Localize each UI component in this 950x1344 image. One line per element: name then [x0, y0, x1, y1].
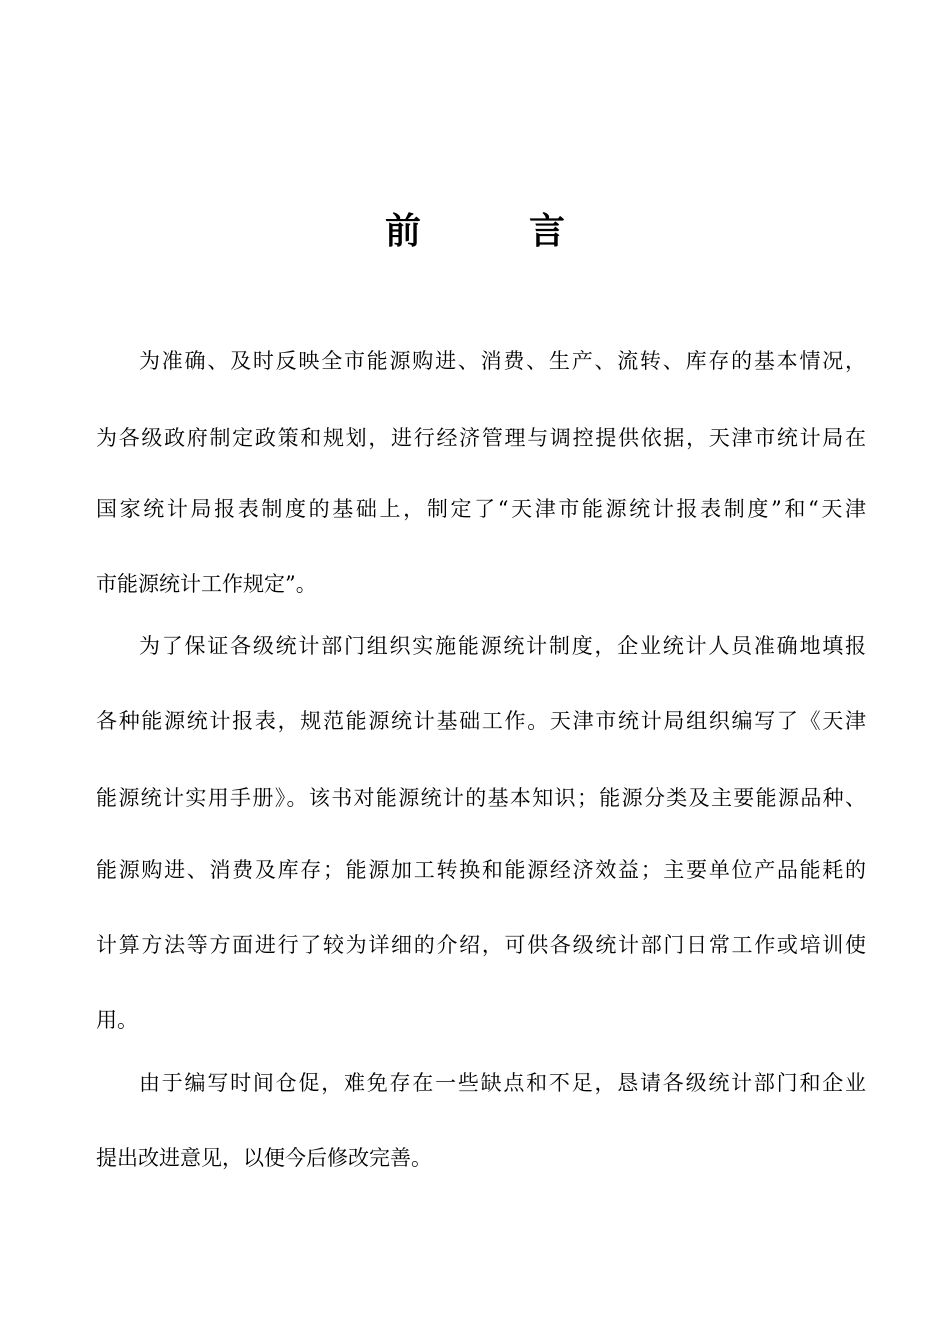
paragraph-line: 提出改进意见，以便今后修改完善。 — [96, 1146, 432, 1170]
paragraph-line: 能源购进、消费及库存；能源加工转换和能源经济效益；主要单位产品能耗的 — [96, 858, 866, 882]
paragraph-line: 为准确、及时反映全市能源购进、消费、生产、流转、库存的基本情况， — [139, 349, 866, 373]
page-title: 前 言 — [384, 210, 601, 252]
paragraph-line: 由于编写时间仓促，难免存在一些缺点和不足，恳请各级统计部门和企业 — [139, 1071, 866, 1095]
paragraph-line: 国家统计局报表制度的基础上，制定了“天津市能源统计报表制度”和“天津 — [96, 497, 866, 521]
paragraph-line: 为了保证各级统计部门组织实施能源统计制度，企业统计人员准确地填报 — [139, 634, 866, 658]
paragraph-line: 计算方法等方面进行了较为详细的介绍，可供各级统计部门日常工作或培训使 — [96, 933, 866, 957]
paragraph-line: 市能源统计工作规定”。 — [96, 572, 317, 596]
paragraph-line: 各种能源统计报表，规范能源统计基础工作。天津市统计局组织编写了《天津 — [96, 709, 866, 733]
paragraph-line: 用。 — [96, 1008, 138, 1032]
paragraph-line: 为各级政府制定政策和规划，进行经济管理与调控提供依据，天津市统计局在 — [96, 426, 866, 450]
paragraph-line: 能源统计实用手册》。该书对能源统计的基本知识；能源分类及主要能源品种、 — [96, 786, 866, 810]
